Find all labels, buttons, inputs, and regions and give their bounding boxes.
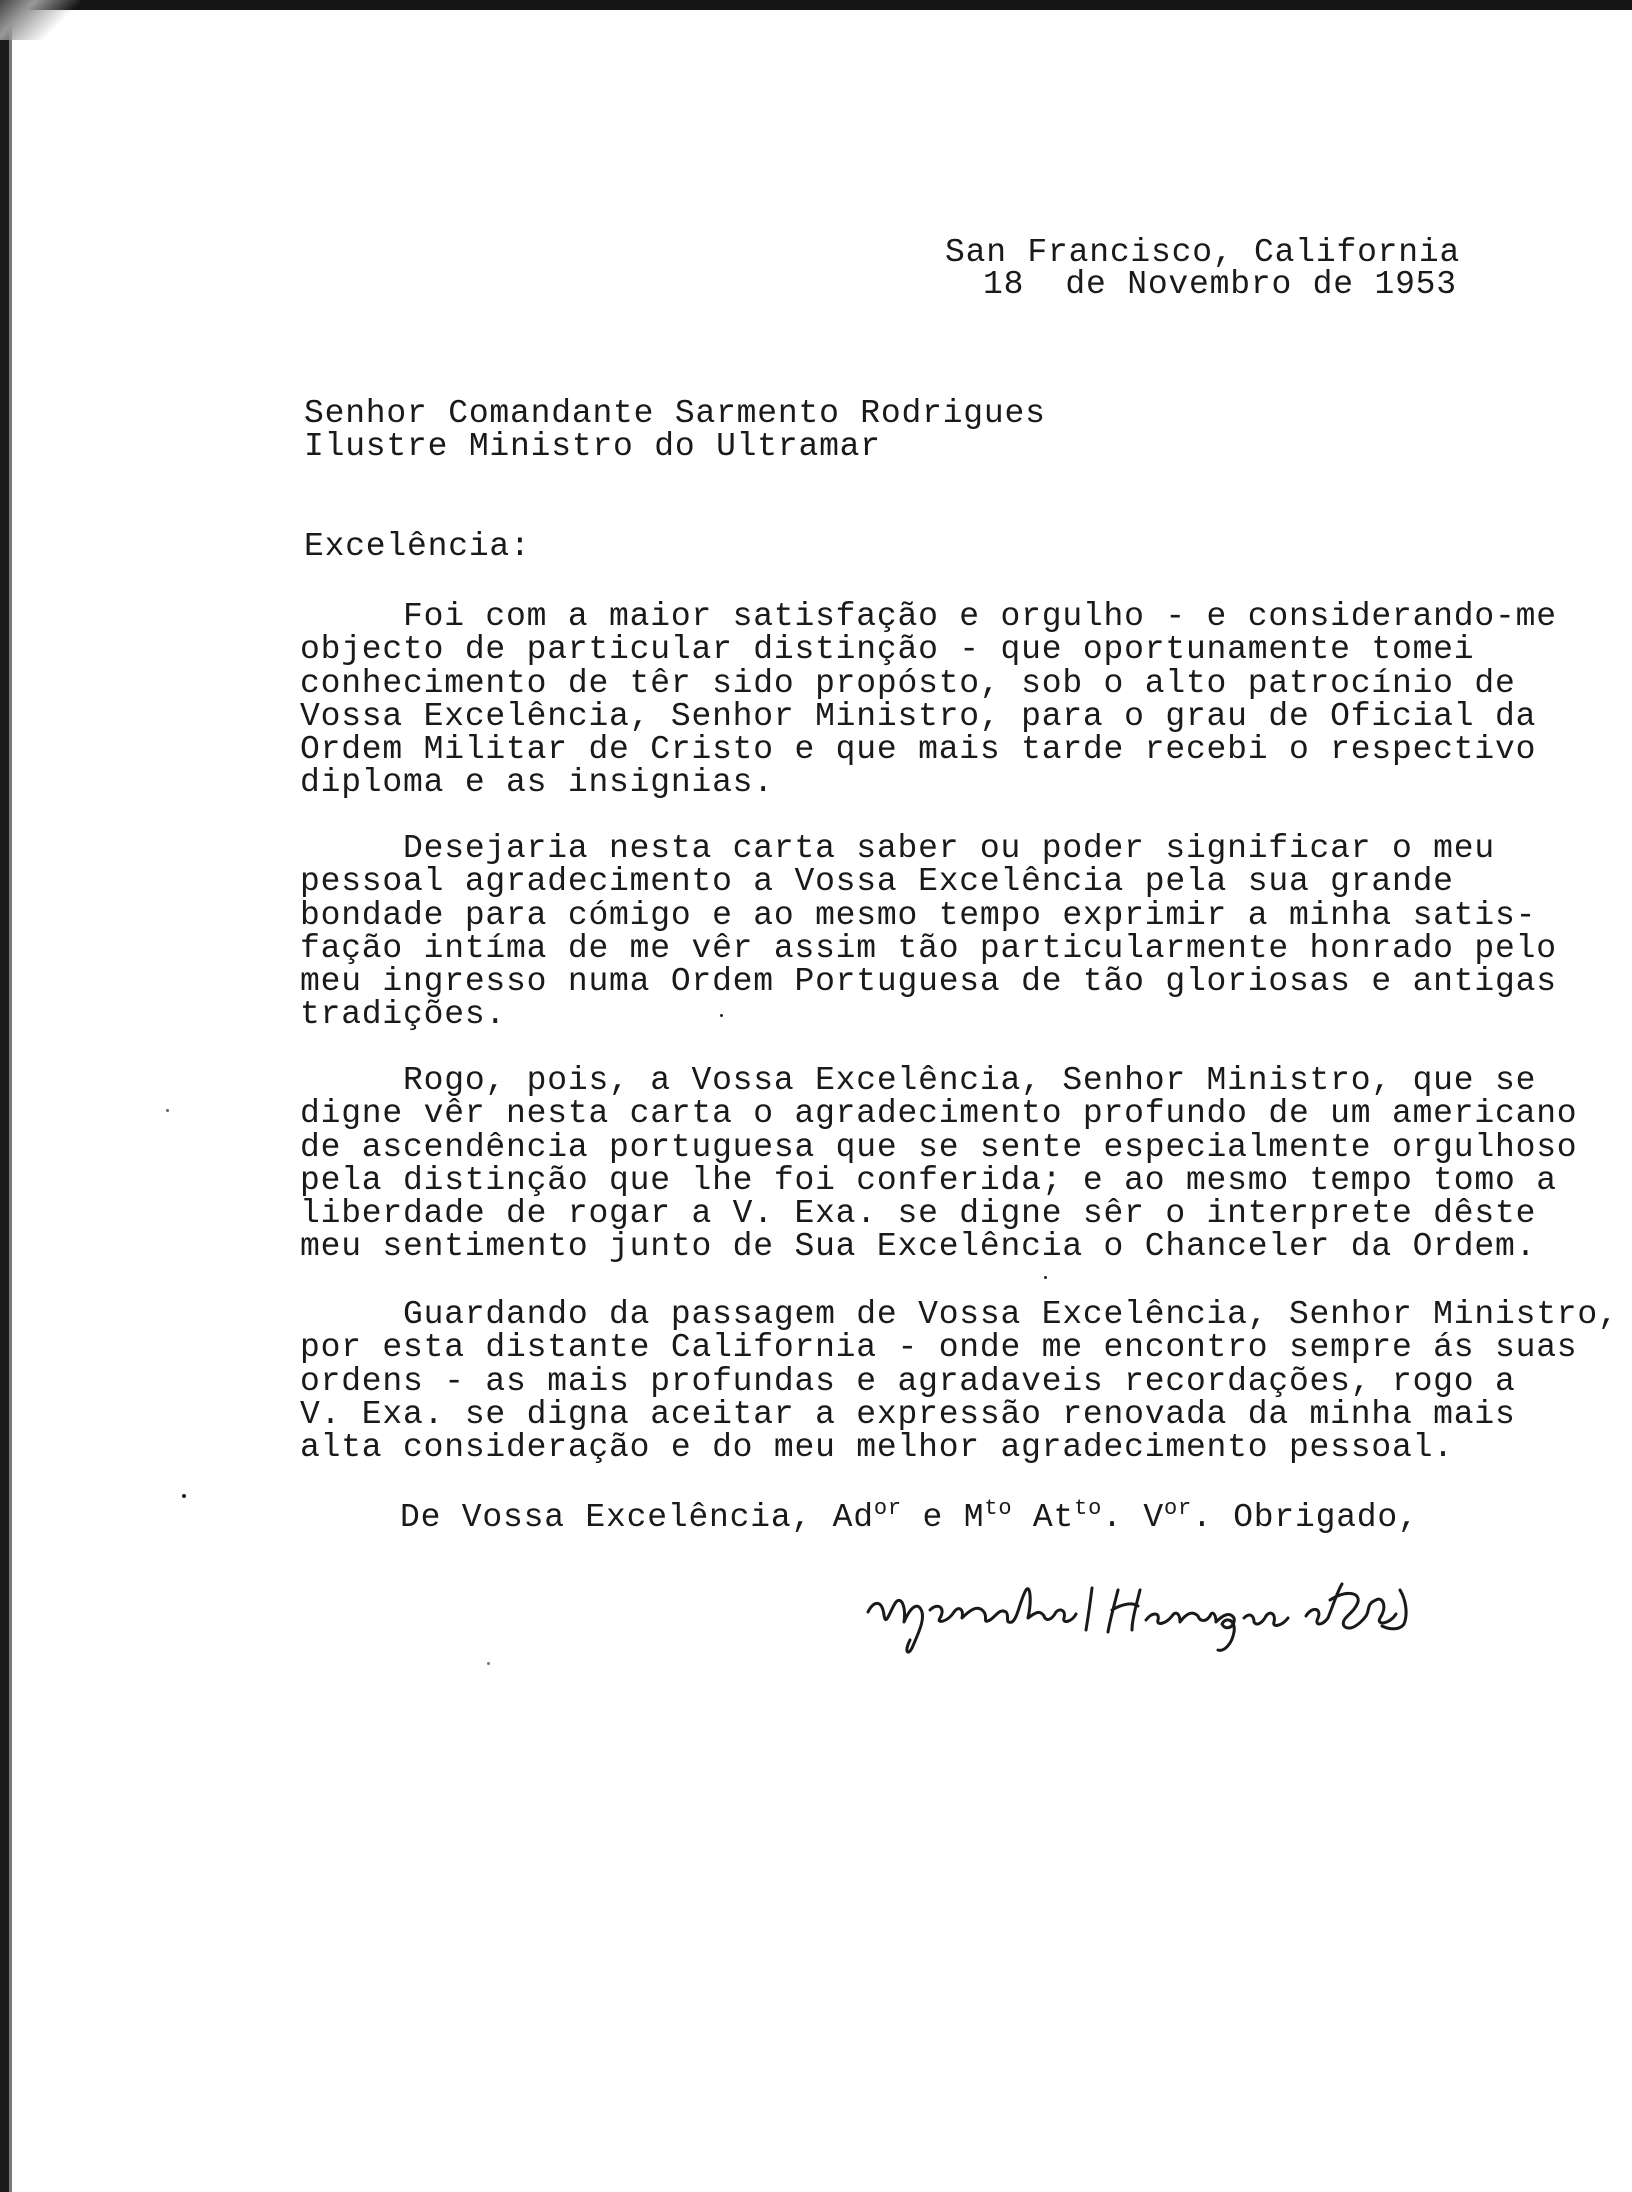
body-paragraph-4: Guardando da passagem de Vossa Excelência, Senhor Ministro, por esta distante California - onde me encontro sempre ás suas ordens - as mais profundas e agradaveis recordações, rogo a V. Exa. se digna aceitar a expressão renovada da minha mais alta consideração e do meu melhor agradecimento pessoal. [300,1296,1619,1467]
addressee-title: Ilustre Ministro do Ultramar [304,428,881,465]
closing-text-3: At [1012,1499,1075,1536]
closing-sup-2: to [984,1496,1013,1521]
closing-text-1: De Vossa Excelência, Ad [400,1499,874,1536]
page-top-edge [0,0,1632,10]
handwritten-signature [860,1560,1420,1660]
complimentary-close [400,1496,1419,1536]
body-paragraph-1: Foi com a maior satisfação e orgulho - e considerando-me objecto de particular distinção - que oportunamente tomei conhecimento de têr sido propósto, sob o alto patrocínio de Vossa Excelência, Senhor Ministro, para o grau de Oficial da Ordem Militar de Cristo e que mais tarde recebi o respectivo diploma e as insignias. [300,598,1557,802]
closing-text-5: . Obrigado, [1191,1499,1419,1536]
closing-text-2: e M [901,1499,985,1536]
closing-sup-4: or [1163,1496,1192,1521]
paper-speck [182,1494,186,1498]
closing-text-4: . V [1102,1499,1164,1536]
closing-sup-1: or [873,1496,902,1521]
salutation: Excelência: [304,528,531,565]
body-paragraph-2: Desejaria nesta carta saber ou poder significar o meu pessoal agradecimento a Vossa Excelência pela sua grande bondade para cómigo e ao mesmo tempo exprimir a minha satis- fação intíma de me vêr assim tão particularmente honrado pelo meu ingresso numa Ordem Portuguesa de tão gloriosas e antigas tradições. [300,830,1557,1034]
body-paragraph-3: Rogo, pois, a Vossa Excelência, Senhor Ministro, que se digne vêr nesta carta o agradecimento profundo de um americano de ascendência portuguesa que se sente especialmente orgulhoso pela distinção que lhe foi conferida; e ao mesmo tempo tomo a liberdade de rogar a V. Exa. se digne sêr o interprete dêste meu sentimento junto de Sua Excelência o Chanceler da Ordem. [300,1062,1578,1266]
page-left-edge [0,0,9,2192]
letter-date: 18 de Novembro de 1953 [983,266,1457,303]
paper-speck [720,1014,723,1017]
closing-sup-3: to [1074,1496,1103,1521]
letter-place: San Francisco, California [945,234,1461,271]
addressee-name: Senhor Comandante Sarmento Rodrigues [304,395,1046,432]
paper-speck [487,1662,490,1665]
paper-speck [166,1109,169,1112]
paper-speck [1044,1276,1047,1279]
page-corner-shade [0,0,80,40]
page-left-shadow [9,0,12,2192]
